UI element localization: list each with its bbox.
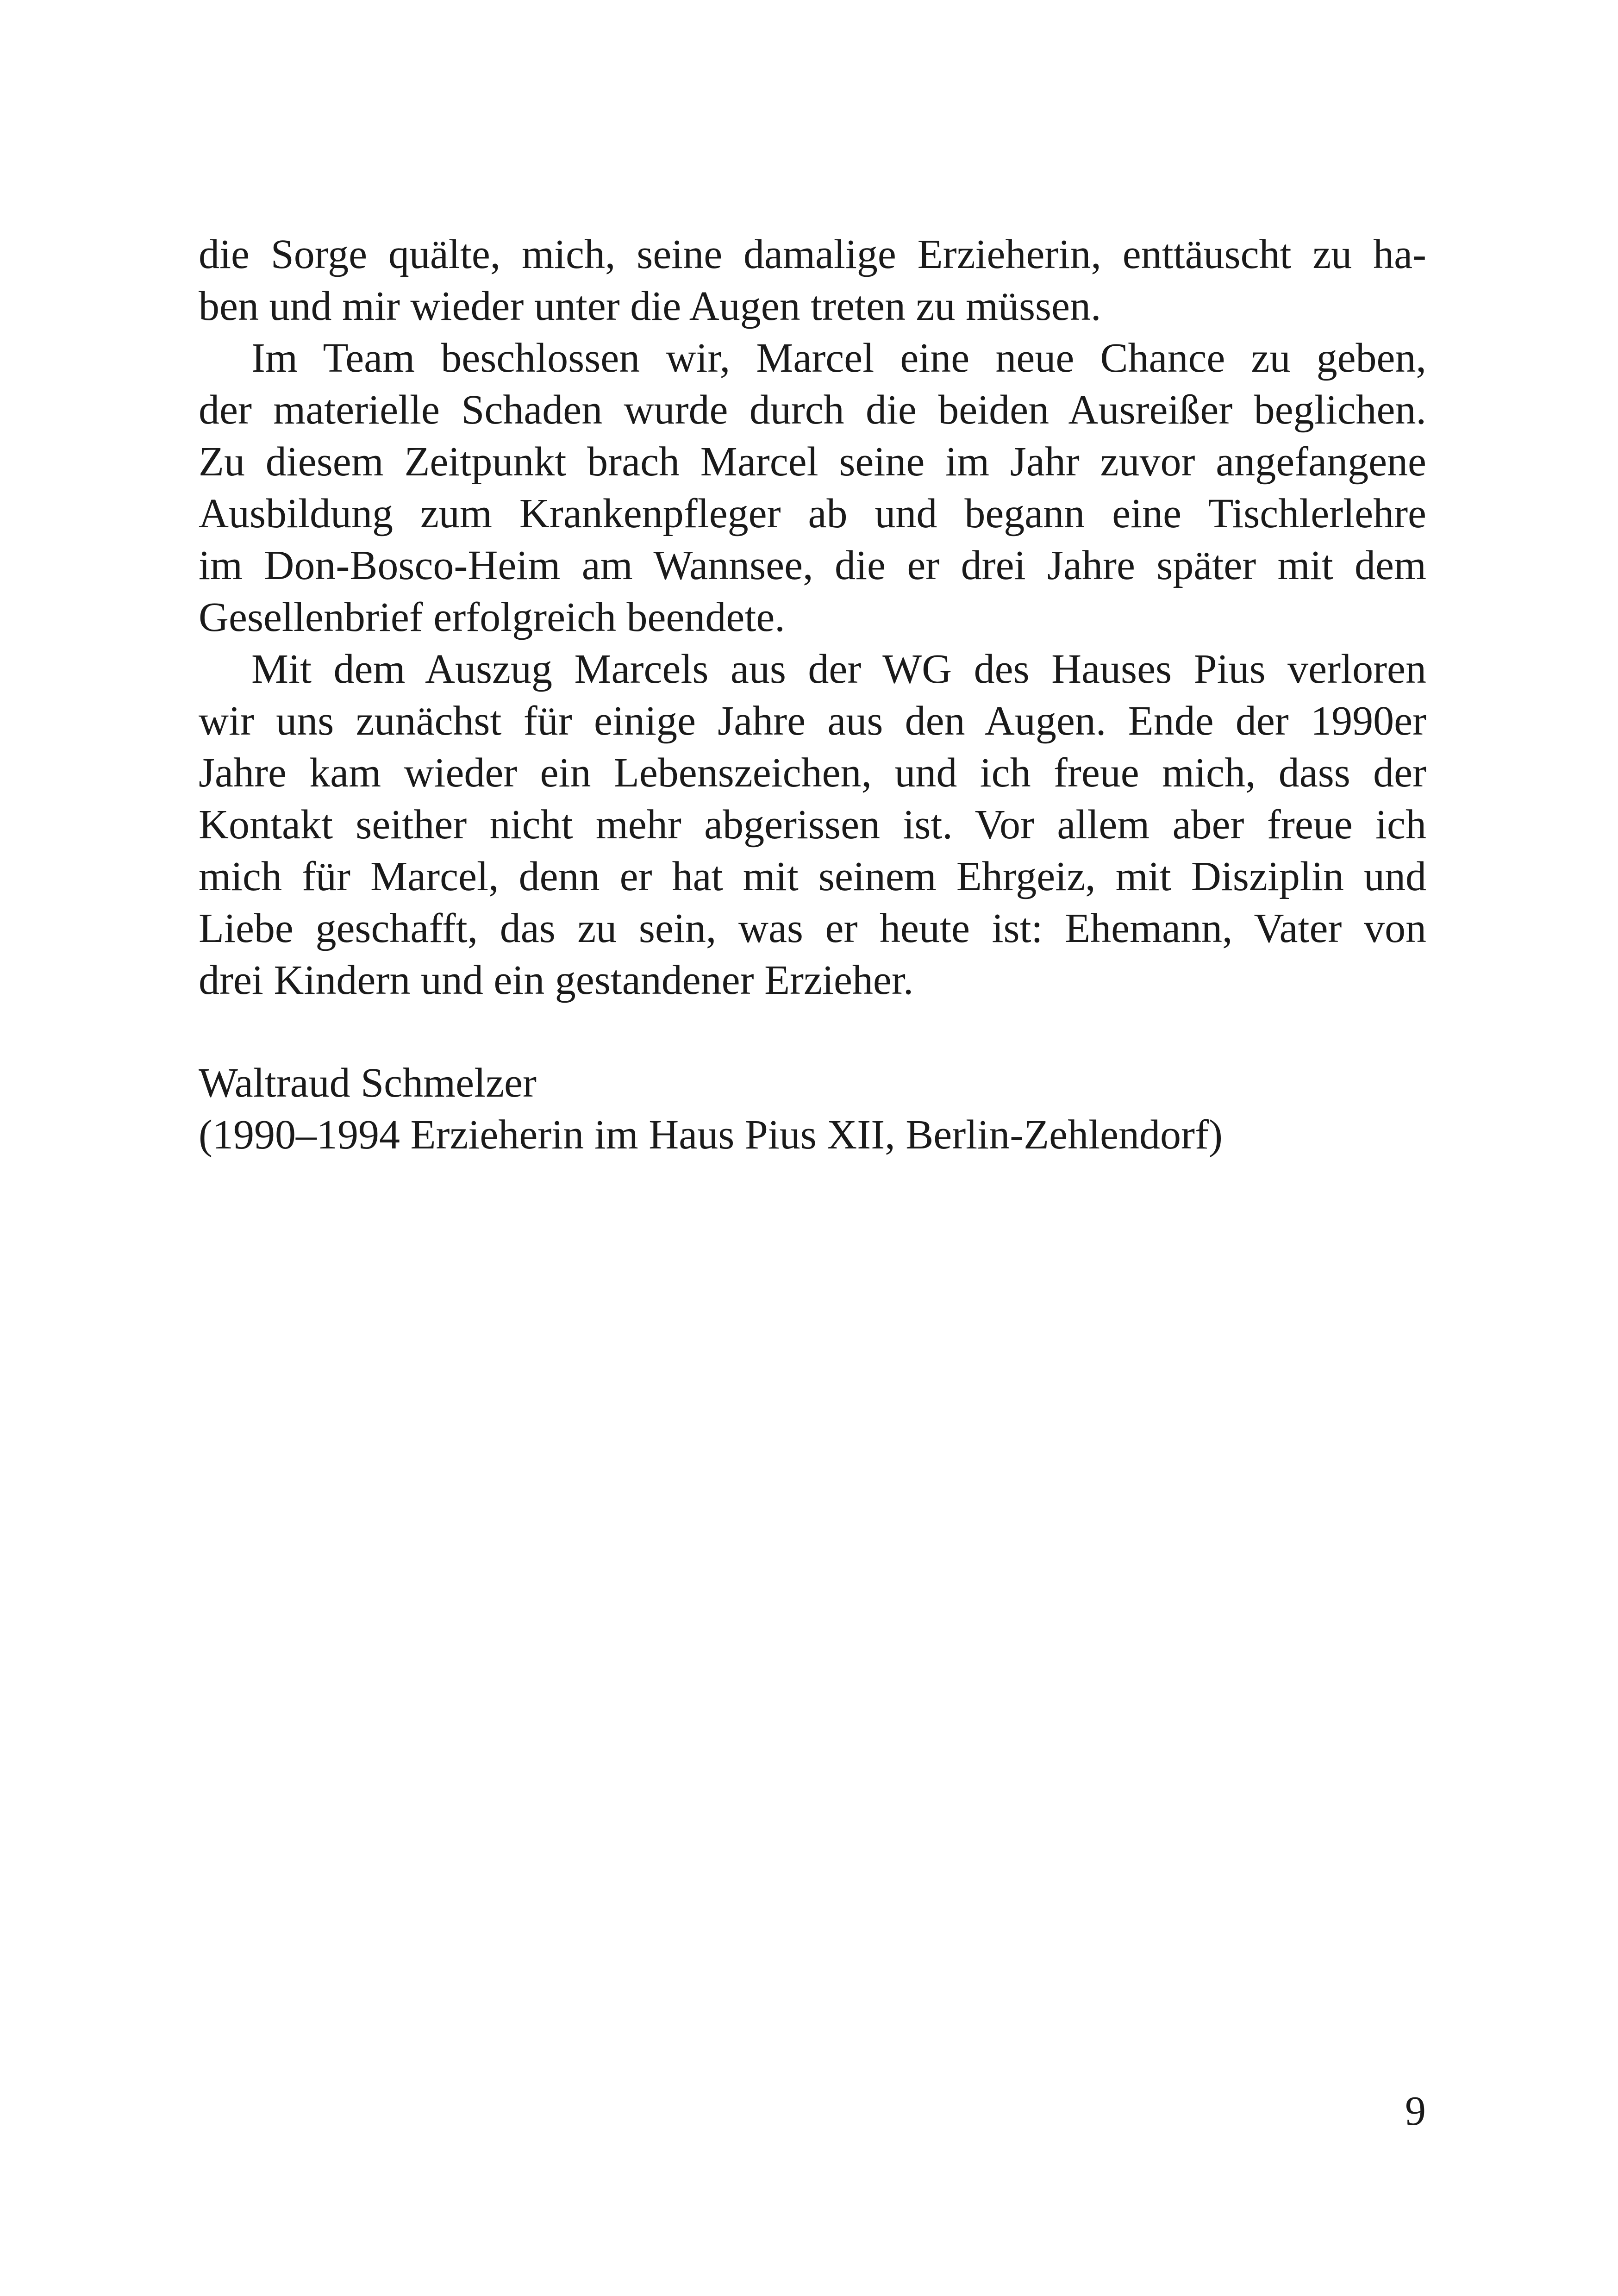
text-line: Ausbildung zum Krankenpfleger ab und begann eine Tischlerlehre [199, 491, 1426, 537]
text-line: der materielle Schaden wurde durch die beiden Ausreißer beglichen. [199, 387, 1426, 433]
page-number: 9 [1405, 2088, 1426, 2134]
text-line: wir uns zunächst für einige Jahre aus den Augen. Ende der 1990er [199, 698, 1426, 744]
text-line: Im Team beschlossen wir, Marcel eine neue Chance zu geben, [251, 335, 1426, 381]
signature-name: Waltraud Schmelzer [199, 1060, 537, 1106]
text-line: ben und mir wieder unter die Augen treten zu müssen. [199, 283, 1101, 329]
text-line: im Don-Bosco-Heim am Wannsee, die er drei Jahre später mit dem [199, 543, 1426, 588]
signature-role: (1990–1994 Erzieherin im Haus Pius XII, Berlin-Zehlendorf) [199, 1112, 1223, 1158]
text-line: die Sorge quälte, mich, seine damalige Erzieherin, enttäuscht zu ha- [199, 231, 1426, 277]
text-line: drei Kindern und ein gestandener Erzieher. [199, 957, 914, 1003]
text-line: Jahre kam wieder ein Lebenszeichen, und ich freue mich, dass der [199, 750, 1426, 796]
text-line: Mit dem Auszug Marcels aus der WG des Hauses Pius verloren [251, 646, 1426, 692]
text-line: Liebe geschafft, das zu sein, was er heute ist: Ehemann, Vater von [199, 905, 1426, 951]
text-line: mich für Marcel, denn er hat mit seinem Ehrgeiz, mit Disziplin und [199, 854, 1426, 899]
text-line: Zu diesem Zeitpunkt brach Marcel seine im Jahr zuvor angefangene [199, 439, 1426, 485]
text-line: Gesellenbrief erfolgreich beendete. [199, 594, 785, 640]
text-line: Kontakt seither nicht mehr abgerissen ist. Vor allem aber freue ich [199, 802, 1426, 848]
